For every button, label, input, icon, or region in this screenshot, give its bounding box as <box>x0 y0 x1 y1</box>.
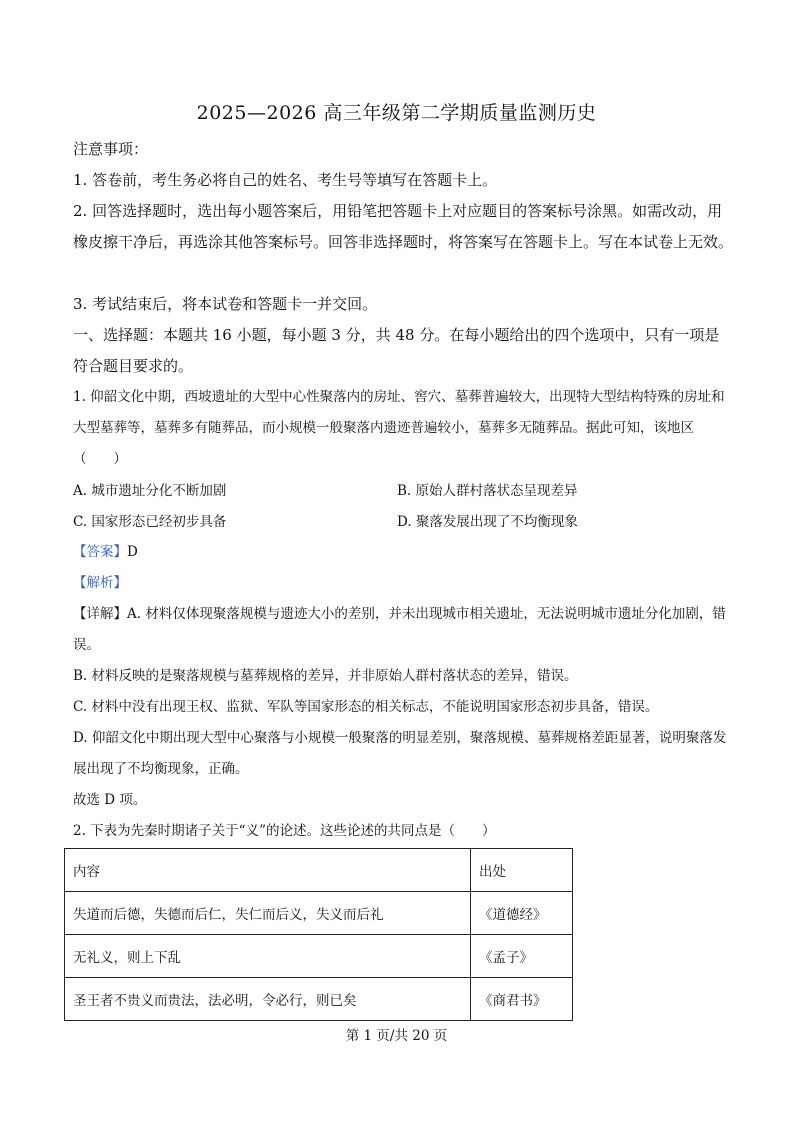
table-header-source: 出处 <box>471 849 573 892</box>
q1-option-d: D. 聚落发展出现了不均衡现象 <box>397 514 578 530</box>
q1-detail-b: B. 材料反映的是聚落规模与墓葬规格的差异，并非原始人群村落状态的差异，错误。 <box>73 668 578 684</box>
table-cell-content: 失道而后德，失德而后仁，失仁而后义，失义而后礼 <box>65 892 471 935</box>
table-header-content: 内容 <box>65 849 471 892</box>
table-row <box>65 935 573 978</box>
table-cell-source: 《商君书》 <box>471 978 573 1021</box>
notice-item-3: 3. 考试结束后，将本试卷和答题卡一并交回。 <box>73 295 378 313</box>
section-heading: 一、选择题：本题共 16 小题，每小题 3 分，共 48 分。在每小题给出的四个选项中，只有一项是符合题目要求的。 <box>73 326 720 375</box>
question-2-stem: 2. 下表为先秦时期诸子关于“义”的论述。这些论述的共同点是（ ） <box>73 823 496 839</box>
table-cell-source: 《孟子》 <box>471 935 573 978</box>
table-row <box>65 892 573 935</box>
q1-conclusion: 故选 D 项。 <box>73 792 147 808</box>
answer-value: D <box>127 544 138 560</box>
table-cell-content: 无礼义，则上下乱 <box>65 935 471 978</box>
detail-tag: 【详解】 <box>73 606 127 622</box>
page-title: 2025—2026 高三年级第二学期质量监测历史 <box>196 102 597 124</box>
q1-analysis-tag <box>73 568 733 599</box>
table-header-row <box>65 849 573 892</box>
q1-answer <box>73 537 733 568</box>
q1-detail-a <box>73 599 733 661</box>
detail-a-text: A. 材料仅体现聚落规模与遗迹大小的差别，并未出现城市相关遗址，无法说明城市遗址分化加剧，错误。 <box>73 606 726 653</box>
q1-option-b: B. 原始人群村落状态呈现差异 <box>397 483 578 499</box>
q2-source-table <box>64 848 573 1021</box>
table-row <box>65 978 573 1021</box>
notice-item-1: 1. 答卷前，考生务必将自己的姓名、考生号等填写在答题卡上。 <box>73 171 498 189</box>
answer-tag: 【答案】 <box>73 544 127 560</box>
page-footer: 第 1 页/共 20 页 <box>345 1028 448 1044</box>
analysis-tag: 【解析】 <box>73 575 127 591</box>
notice-item-2: 2. 回答选择题时，选出每小题答案后，用铅笔把答题卡上对应题目的答案标号涂黑。如需改动，用橡皮擦干净后，再选涂其他答案标号。回答非选择题时，将答案写在答题卡上。写在本试卷上无效。 <box>73 202 734 251</box>
q1-option-a: A. 城市遗址分化不断加剧 <box>73 483 227 499</box>
table-cell-content: 圣王者不贵义而贵法，法必明，令必行，则已矣 <box>65 978 471 1021</box>
q1-detail-c: C. 材料中没有出现王权、监狱、军队等国家形态的相关标志，不能说明国家形态初步具备，错误。 <box>73 699 659 715</box>
q1-option-c: C. 国家形态已经初步具备 <box>73 514 227 530</box>
notice-heading: 注意事项： <box>73 140 149 158</box>
table-cell-source: 《道德经》 <box>471 892 573 935</box>
q1-detail-d: D. 仰韶文化中期出现大型中心聚落与小规模一般聚落的明显差别，聚落规模、墓葬规格差距显著，说明聚落发展出现了不均衡现象，正确。 <box>73 730 727 777</box>
question-1-stem: 1. 仰韶文化中期，西坡遗址的大型中心性聚落内的房址、窖穴、墓葬普遍较大，出现特大型结构特殊的房址和大型墓葬等，墓葬多有随葬品，而小规模一般聚落内遗迹普遍较小，墓葬多无随葬品。据此可知，该地区（ ） <box>73 389 725 467</box>
